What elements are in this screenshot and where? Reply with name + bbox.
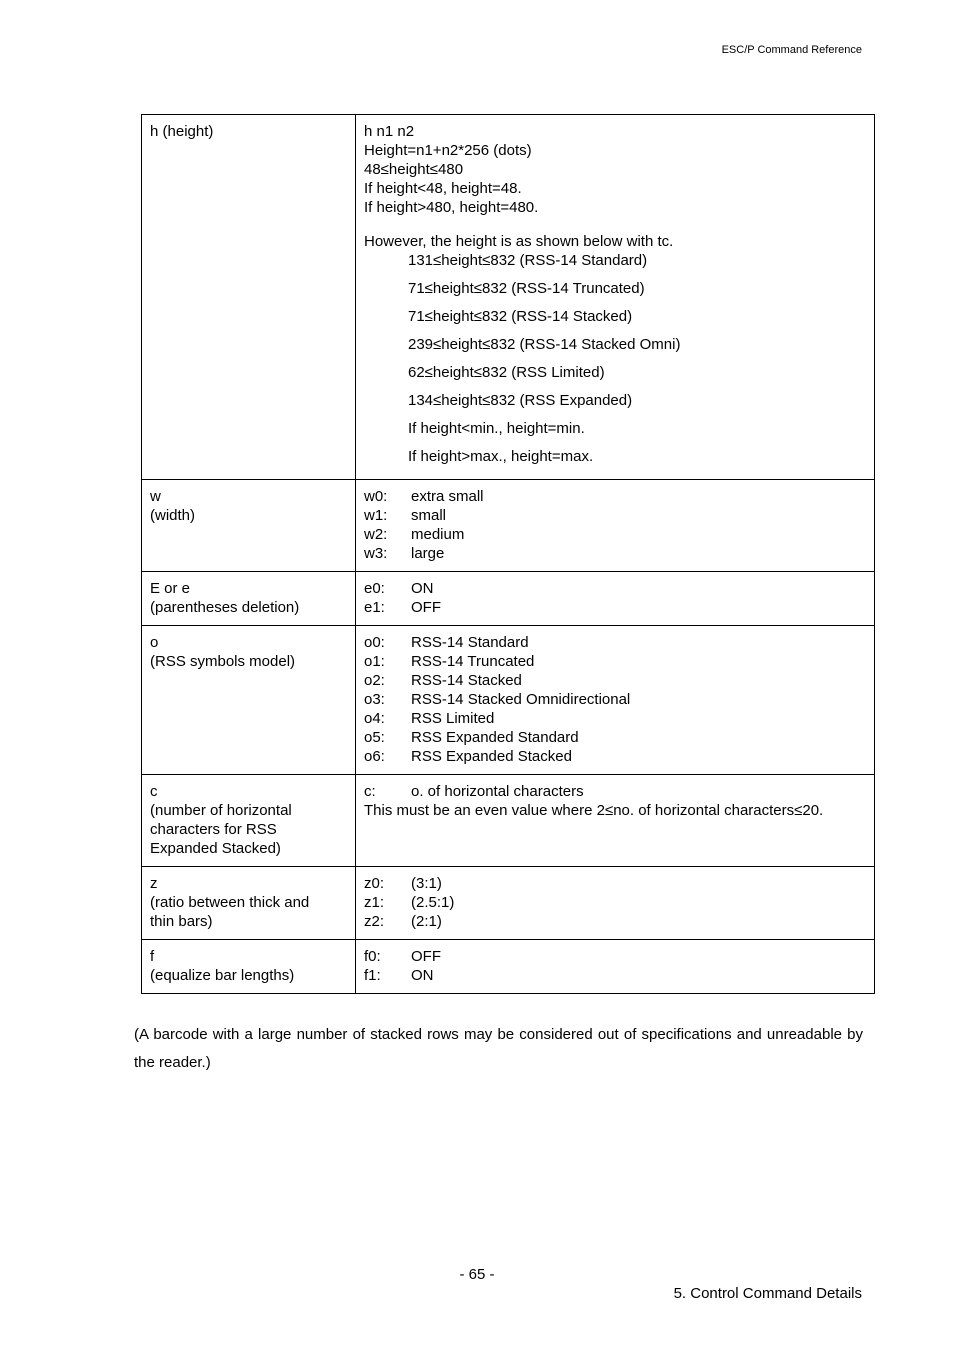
desc-line: 48≤height≤480	[364, 161, 464, 178]
option-row: w2: medium	[364, 526, 465, 543]
tc-line: 71≤height≤832 (RSS-14 Stacked)	[408, 308, 633, 325]
option-row: f0: OFF	[364, 948, 441, 965]
option-row: c: o. of horizontal characters	[364, 783, 584, 800]
section-title: 5. Control Command Details	[673, 1285, 862, 1302]
table-row-model	[142, 626, 875, 775]
tc-line: 239≤height≤832 (RSS-14 Stacked Omni)	[408, 336, 681, 353]
param-name-model: o (RSS symbols model)	[142, 626, 356, 775]
option-row: o5: RSS Expanded Standard	[364, 729, 579, 746]
option-row: e1: OFF	[364, 599, 441, 616]
param-name-chars: c (number of horizontal characters for RSS Expanded Stacked)	[142, 775, 356, 867]
option-row: w3: large	[364, 545, 445, 562]
option-row: o2: RSS-14 Stacked	[364, 672, 522, 689]
param-name-width: w (width)	[142, 480, 356, 572]
param-desc-chars	[356, 775, 875, 867]
option-row: e0: ON	[364, 580, 434, 597]
option-row: z0: (3:1)	[364, 875, 442, 892]
option-row: o0: RSS-14 Standard	[364, 634, 529, 651]
desc-line: This must be an even value where 2≤no. of horizontal characters≤20.	[364, 802, 824, 819]
option-row: o3: RSS-14 Stacked Omnidirectional	[364, 691, 631, 708]
table-row-ratio	[142, 867, 875, 940]
tc-line: If height<min., height=min.	[408, 420, 585, 437]
param-name-equalize: f (equalize bar lengths)	[142, 940, 356, 994]
page-number: - 65 -	[459, 1266, 495, 1283]
tc-line: 71≤height≤832 (RSS-14 Truncated)	[408, 280, 645, 297]
table-row-width	[142, 480, 875, 572]
tc-line: If height>max., height=max.	[408, 448, 594, 465]
tc-line: 62≤height≤832 (RSS Limited)	[408, 364, 605, 381]
desc-line: Height=n1+n2*256 (dots)	[364, 142, 532, 159]
option-row: f1: ON	[364, 967, 434, 984]
option-row: w1: small	[364, 507, 447, 524]
desc-line: h n1 n2	[364, 123, 415, 140]
param-desc-height	[356, 115, 875, 480]
table-row-height	[142, 115, 875, 480]
param-name-ratio: z (ratio between thick and thin bars)	[142, 867, 356, 940]
option-row: o1: RSS-14 Truncated	[364, 653, 535, 670]
table-row-chars	[142, 775, 875, 867]
table-row-parentheses	[142, 572, 875, 626]
tc-line: 131≤height≤832 (RSS-14 Standard)	[408, 252, 648, 269]
param-desc-equalize	[356, 940, 875, 994]
table-row-equalize	[142, 940, 875, 994]
parameter-table	[141, 114, 875, 994]
tc-line: 134≤height≤832 (RSS Expanded)	[408, 392, 633, 409]
param-desc-model	[356, 626, 875, 775]
param-desc-parentheses	[356, 572, 875, 626]
desc-line: If height<48, height=48.	[364, 180, 522, 197]
param-desc-ratio	[356, 867, 875, 940]
param-desc-width	[356, 480, 875, 572]
note-paragraph: (A barcode with a large number of stacked rows may be considered out of specifications and unreadable by the reader.)	[134, 1026, 863, 1071]
option-row: z2: (2:1)	[364, 913, 442, 930]
option-row: o6: RSS Expanded Stacked	[364, 748, 572, 765]
desc-line: If height>480, height=480.	[364, 199, 539, 216]
param-name-height: h (height)	[142, 115, 356, 480]
option-row: o4: RSS Limited	[364, 710, 495, 727]
option-row: w0: extra small	[364, 488, 484, 505]
tc-intro: However, the height is as shown below with tc.	[364, 233, 674, 250]
option-row: z1: (2.5:1)	[364, 894, 455, 911]
param-name-parentheses: E or e (parentheses deletion)	[142, 572, 356, 626]
header-title: ESC/P Command Reference	[721, 44, 862, 56]
